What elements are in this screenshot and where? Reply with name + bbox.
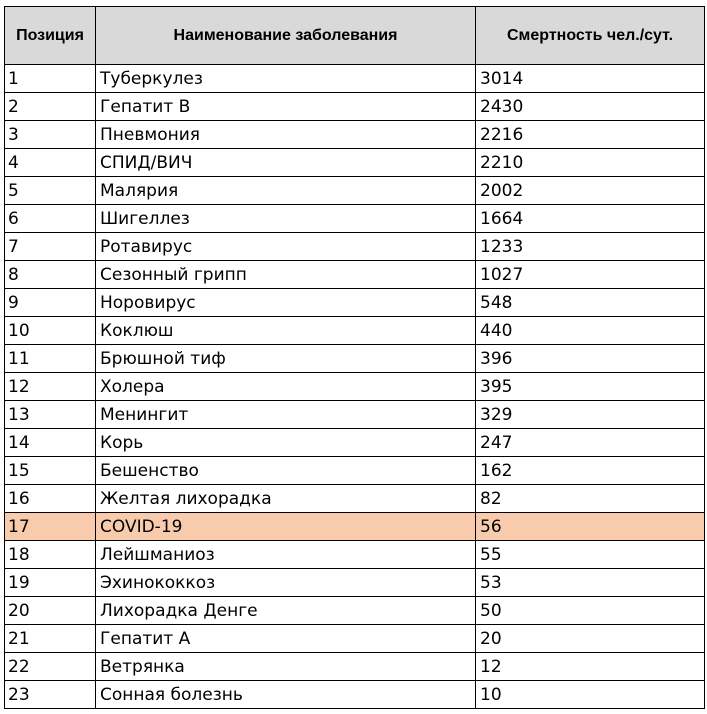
cell-position: 22 — [5, 653, 96, 681]
cell-disease-name: Холера — [96, 373, 476, 401]
cell-position: 16 — [5, 485, 96, 513]
table-row — [5, 233, 705, 261]
cell-disease-name: Коклюш — [96, 317, 476, 345]
cell-position: 4 — [5, 149, 96, 177]
cell-position: 3 — [5, 121, 96, 149]
cell-disease-name: Брюшной тиф — [96, 345, 476, 373]
cell-position: 12 — [5, 373, 96, 401]
cell-position: 2 — [5, 93, 96, 121]
cell-disease-name: Сезонный грипп — [96, 261, 476, 289]
cell-disease-name: Эхинококкоз — [96, 569, 476, 597]
cell-position: 13 — [5, 401, 96, 429]
cell-position: 9 — [5, 289, 96, 317]
table-row — [5, 261, 705, 289]
table-row — [5, 93, 705, 121]
cell-disease-name: Ветрянка — [96, 653, 476, 681]
cell-disease-name: Корь — [96, 429, 476, 457]
cell-mortality: 2216 — [476, 121, 705, 149]
table-row — [5, 205, 705, 233]
header-position: Позиция — [5, 7, 96, 65]
cell-mortality: 162 — [476, 457, 705, 485]
table-row — [5, 681, 705, 709]
table-row — [5, 65, 705, 93]
cell-mortality: 1027 — [476, 261, 705, 289]
cell-disease-name: Пневмония — [96, 121, 476, 149]
cell-position: 21 — [5, 625, 96, 653]
cell-disease-name: СПИД/ВИЧ — [96, 149, 476, 177]
cell-position: 6 — [5, 205, 96, 233]
header-mortality: Смертность чел./сут. — [476, 7, 705, 65]
cell-mortality: 55 — [476, 541, 705, 569]
cell-mortality: 329 — [476, 401, 705, 429]
cell-mortality: 2002 — [476, 177, 705, 205]
header-disease-name: Наименование заболевания — [96, 7, 476, 65]
cell-disease-name: Менингит — [96, 401, 476, 429]
cell-mortality: 53 — [476, 569, 705, 597]
table-row — [5, 541, 705, 569]
cell-position: 10 — [5, 317, 96, 345]
cell-position: 14 — [5, 429, 96, 457]
cell-disease-name: Шигеллез — [96, 205, 476, 233]
disease-mortality-table — [4, 6, 705, 709]
cell-mortality: 395 — [476, 373, 705, 401]
cell-mortality: 82 — [476, 485, 705, 513]
cell-mortality: 12 — [476, 653, 705, 681]
cell-mortality: 20 — [476, 625, 705, 653]
cell-disease-name: COVID-19 — [96, 513, 476, 541]
cell-mortality: 1233 — [476, 233, 705, 261]
cell-position: 1 — [5, 65, 96, 93]
cell-disease-name: Ротавирус — [96, 233, 476, 261]
cell-disease-name: Желтая лихорадка — [96, 485, 476, 513]
table-row — [5, 569, 705, 597]
cell-position: 18 — [5, 541, 96, 569]
table-row — [5, 373, 705, 401]
cell-position: 8 — [5, 261, 96, 289]
table-row — [5, 289, 705, 317]
table-row — [5, 597, 705, 625]
table-body — [5, 65, 705, 709]
cell-disease-name: Лихорадка Денге — [96, 597, 476, 625]
cell-mortality: 396 — [476, 345, 705, 373]
table-row — [5, 625, 705, 653]
cell-position: 20 — [5, 597, 96, 625]
table-row — [5, 401, 705, 429]
table-row — [5, 121, 705, 149]
table-row-highlighted — [5, 513, 705, 541]
cell-disease-name: Сонная болезнь — [96, 681, 476, 709]
table-row — [5, 429, 705, 457]
table-row — [5, 317, 705, 345]
cell-mortality: 1664 — [476, 205, 705, 233]
cell-disease-name: Туберкулез — [96, 65, 476, 93]
cell-position: 19 — [5, 569, 96, 597]
table-row — [5, 345, 705, 373]
table-row — [5, 177, 705, 205]
cell-mortality: 2210 — [476, 149, 705, 177]
cell-mortality: 10 — [476, 681, 705, 709]
table-row — [5, 149, 705, 177]
cell-position: 5 — [5, 177, 96, 205]
cell-disease-name: Лейшманиоз — [96, 541, 476, 569]
cell-mortality: 247 — [476, 429, 705, 457]
cell-position: 15 — [5, 457, 96, 485]
cell-disease-name: Гепатит В — [96, 93, 476, 121]
cell-position: 11 — [5, 345, 96, 373]
cell-disease-name: Гепатит А — [96, 625, 476, 653]
cell-mortality: 548 — [476, 289, 705, 317]
cell-disease-name: Норовирус — [96, 289, 476, 317]
header-row — [5, 7, 705, 65]
table-container — [4, 6, 705, 709]
cell-disease-name: Малярия — [96, 177, 476, 205]
table-row — [5, 457, 705, 485]
cell-mortality: 50 — [476, 597, 705, 625]
cell-position: 17 — [5, 513, 96, 541]
table-row — [5, 485, 705, 513]
cell-mortality: 440 — [476, 317, 705, 345]
cell-mortality: 3014 — [476, 65, 705, 93]
cell-mortality: 56 — [476, 513, 705, 541]
cell-position: 23 — [5, 681, 96, 709]
cell-disease-name: Бешенство — [96, 457, 476, 485]
cell-position: 7 — [5, 233, 96, 261]
cell-mortality: 2430 — [476, 93, 705, 121]
table-row — [5, 653, 705, 681]
